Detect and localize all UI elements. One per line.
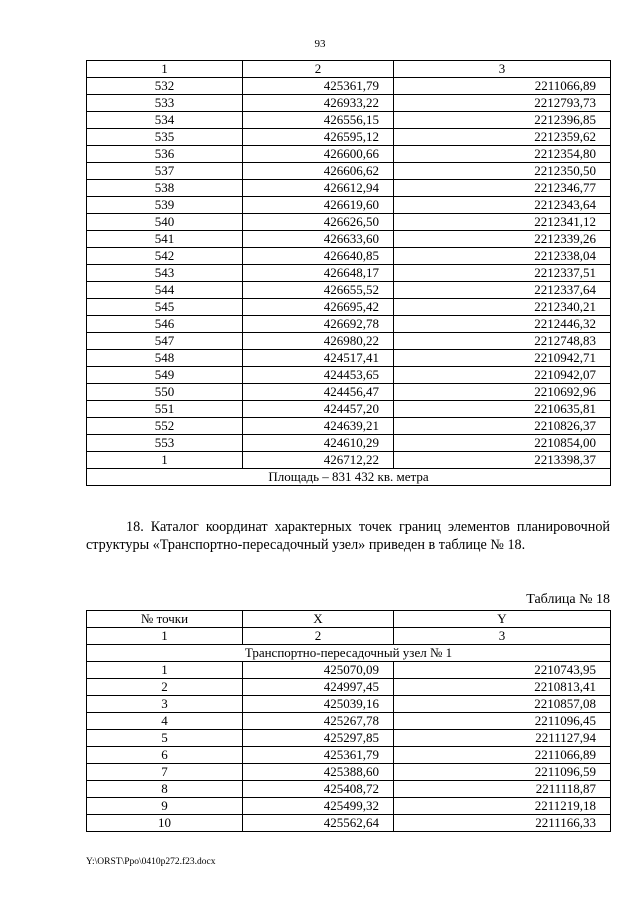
x-coordinate: 424997,45 — [243, 679, 394, 696]
table-row — [87, 452, 611, 469]
point-number-header: № точки — [87, 611, 243, 628]
y-coordinate: 2212354,80 — [394, 146, 611, 163]
point-number: 553 — [87, 435, 243, 452]
x-coordinate: 425361,79 — [243, 747, 394, 764]
table-row — [87, 435, 611, 452]
column-number: 2 — [243, 61, 394, 78]
y-coordinate: 2210813,41 — [394, 679, 611, 696]
y-coordinate: 2212337,64 — [394, 282, 611, 299]
table-row — [87, 384, 611, 401]
x-coordinate: 426640,85 — [243, 248, 394, 265]
x-coordinate: 424453,65 — [243, 367, 394, 384]
y-coordinate: 2212341,12 — [394, 214, 611, 231]
point-number: 546 — [87, 316, 243, 333]
x-coordinate: 425039,16 — [243, 696, 394, 713]
y-coordinate: 2212396,85 — [394, 112, 611, 129]
header-row — [87, 611, 611, 628]
table-row — [87, 214, 611, 231]
y-coordinate: 2211066,89 — [394, 78, 611, 95]
y-coordinate: 2213398,37 — [394, 452, 611, 469]
x-coordinate: 426695,42 — [243, 299, 394, 316]
section-title: Транспортно-пересадочный узел № 1 — [87, 645, 611, 662]
coordinates-table-continued — [86, 60, 611, 486]
y-coordinate: 2210857,08 — [394, 696, 611, 713]
y-coordinate: 2211066,89 — [394, 747, 611, 764]
point-number: 3 — [87, 696, 243, 713]
x-coordinate: 426556,15 — [243, 112, 394, 129]
x-coordinate: 424610,29 — [243, 435, 394, 452]
y-coordinate: 2212337,51 — [394, 265, 611, 282]
point-number: 547 — [87, 333, 243, 350]
y-coordinate: 2210826,37 — [394, 418, 611, 435]
y-coordinate: 2212338,04 — [394, 248, 611, 265]
y-coordinate: 2212350,50 — [394, 163, 611, 180]
table-row — [87, 163, 611, 180]
y-coordinate: 2212340,21 — [394, 299, 611, 316]
x-coordinate: 426619,60 — [243, 197, 394, 214]
point-number: 7 — [87, 764, 243, 781]
y-coordinate: 2212748,83 — [394, 333, 611, 350]
point-number: 5 — [87, 730, 243, 747]
table-row — [87, 747, 611, 764]
x-coordinate: 424457,20 — [243, 401, 394, 418]
x-coordinate: 426933,22 — [243, 95, 394, 112]
table-row — [87, 798, 611, 815]
y-coordinate: 2211096,45 — [394, 713, 611, 730]
point-number: 542 — [87, 248, 243, 265]
x-coordinate: 426612,94 — [243, 180, 394, 197]
table-row — [87, 730, 611, 747]
x-header: X — [243, 611, 394, 628]
x-coordinate: 426626,50 — [243, 214, 394, 231]
catalog-paragraph-text: 18. Каталог координат характерных точек границ элементов планировочной структуры «Транспортно-пересадочный узел» приведен в таблице № 18. — [86, 519, 610, 553]
y-coordinate: 2210635,81 — [394, 401, 611, 418]
y-coordinate: 2211118,87 — [394, 781, 611, 798]
column-number: 1 — [87, 61, 243, 78]
y-coordinate: 2210942,71 — [394, 350, 611, 367]
x-coordinate: 425267,78 — [243, 713, 394, 730]
y-coordinate: 2211219,18 — [394, 798, 611, 815]
table-row — [87, 662, 611, 679]
page-number: 93 — [314, 38, 326, 50]
x-coordinate: 426692,78 — [243, 316, 394, 333]
table-row — [87, 679, 611, 696]
table-row — [87, 367, 611, 384]
table-row — [87, 713, 611, 730]
table-row — [87, 696, 611, 713]
point-number: 551 — [87, 401, 243, 418]
point-number: 10 — [87, 815, 243, 832]
point-number: 541 — [87, 231, 243, 248]
x-coordinate: 424639,21 — [243, 418, 394, 435]
x-coordinate: 426980,22 — [243, 333, 394, 350]
point-number: 544 — [87, 282, 243, 299]
point-number: 534 — [87, 112, 243, 129]
x-coordinate: 426655,52 — [243, 282, 394, 299]
transport-hub-coordinates-table — [86, 610, 611, 832]
point-number: 539 — [87, 197, 243, 214]
table-row — [87, 180, 611, 197]
point-number: 537 — [87, 163, 243, 180]
y-coordinate: 2212446,32 — [394, 316, 611, 333]
column-number-row — [87, 61, 611, 78]
x-coordinate: 425361,79 — [243, 78, 394, 95]
point-number: 535 — [87, 129, 243, 146]
x-coordinate: 425388,60 — [243, 764, 394, 781]
table-row — [87, 781, 611, 798]
point-number: 538 — [87, 180, 243, 197]
x-coordinate: 426606,62 — [243, 163, 394, 180]
point-number: 1 — [87, 662, 243, 679]
table-row — [87, 112, 611, 129]
table-row — [87, 333, 611, 350]
table-row — [87, 316, 611, 333]
y-coordinate: 2210854,00 — [394, 435, 611, 452]
table-row — [87, 282, 611, 299]
y-coordinate: 2211127,94 — [394, 730, 611, 747]
table-row — [87, 129, 611, 146]
y-coordinate: 2211166,33 — [394, 815, 611, 832]
point-number: 8 — [87, 781, 243, 798]
table-row — [87, 265, 611, 282]
x-coordinate: 424456,47 — [243, 384, 394, 401]
point-number: 540 — [87, 214, 243, 231]
y-coordinate: 2210942,07 — [394, 367, 611, 384]
column-number: 1 — [87, 628, 243, 645]
point-number: 545 — [87, 299, 243, 316]
point-number: 1 — [87, 452, 243, 469]
x-coordinate: 425408,72 — [243, 781, 394, 798]
y-header: Y — [394, 611, 611, 628]
column-number: 3 — [394, 628, 611, 645]
table-caption: Таблица № 18 — [526, 592, 610, 607]
area-row — [87, 469, 611, 486]
x-coordinate: 425562,64 — [243, 815, 394, 832]
section-row — [87, 645, 611, 662]
point-number: 532 — [87, 78, 243, 95]
y-coordinate: 2212359,62 — [394, 129, 611, 146]
x-coordinate: 426712,22 — [243, 452, 394, 469]
y-coordinate: 2210743,95 — [394, 662, 611, 679]
y-coordinate: 2212793,73 — [394, 95, 611, 112]
point-number: 552 — [87, 418, 243, 435]
y-coordinate: 2212339,26 — [394, 231, 611, 248]
column-number-row — [87, 628, 611, 645]
column-number: 2 — [243, 628, 394, 645]
point-number: 536 — [87, 146, 243, 163]
x-coordinate: 426600,66 — [243, 146, 394, 163]
point-number: 550 — [87, 384, 243, 401]
table-row — [87, 231, 611, 248]
table-row — [87, 248, 611, 265]
point-number: 549 — [87, 367, 243, 384]
y-coordinate: 2210692,96 — [394, 384, 611, 401]
point-number: 548 — [87, 350, 243, 367]
point-number: 533 — [87, 95, 243, 112]
x-coordinate: 425499,32 — [243, 798, 394, 815]
table-row — [87, 95, 611, 112]
point-number: 2 — [87, 679, 243, 696]
y-coordinate: 2212346,77 — [394, 180, 611, 197]
table-row — [87, 197, 611, 214]
table-row — [87, 764, 611, 781]
area-total: Площадь – 831 432 кв. метра — [87, 469, 611, 486]
y-coordinate: 2212343,64 — [394, 197, 611, 214]
point-number: 9 — [87, 798, 243, 815]
column-number: 3 — [394, 61, 611, 78]
x-coordinate: 424517,41 — [243, 350, 394, 367]
point-number: 543 — [87, 265, 243, 282]
table-row — [87, 401, 611, 418]
point-number: 6 — [87, 747, 243, 764]
table-row — [87, 815, 611, 832]
table-row — [87, 350, 611, 367]
table-row — [87, 146, 611, 163]
table-row — [87, 299, 611, 316]
table-row — [87, 418, 611, 435]
point-number: 4 — [87, 713, 243, 730]
x-coordinate: 426648,17 — [243, 265, 394, 282]
x-coordinate: 425297,85 — [243, 730, 394, 747]
x-coordinate: 426595,12 — [243, 129, 394, 146]
catalog-paragraph — [86, 518, 610, 554]
y-coordinate: 2211096,59 — [394, 764, 611, 781]
x-coordinate: 425070,09 — [243, 662, 394, 679]
x-coordinate: 426633,60 — [243, 231, 394, 248]
document-file-path: Y:\ORST\Ppo\0410p272.f23.docx — [86, 857, 216, 867]
table-row — [87, 78, 611, 95]
